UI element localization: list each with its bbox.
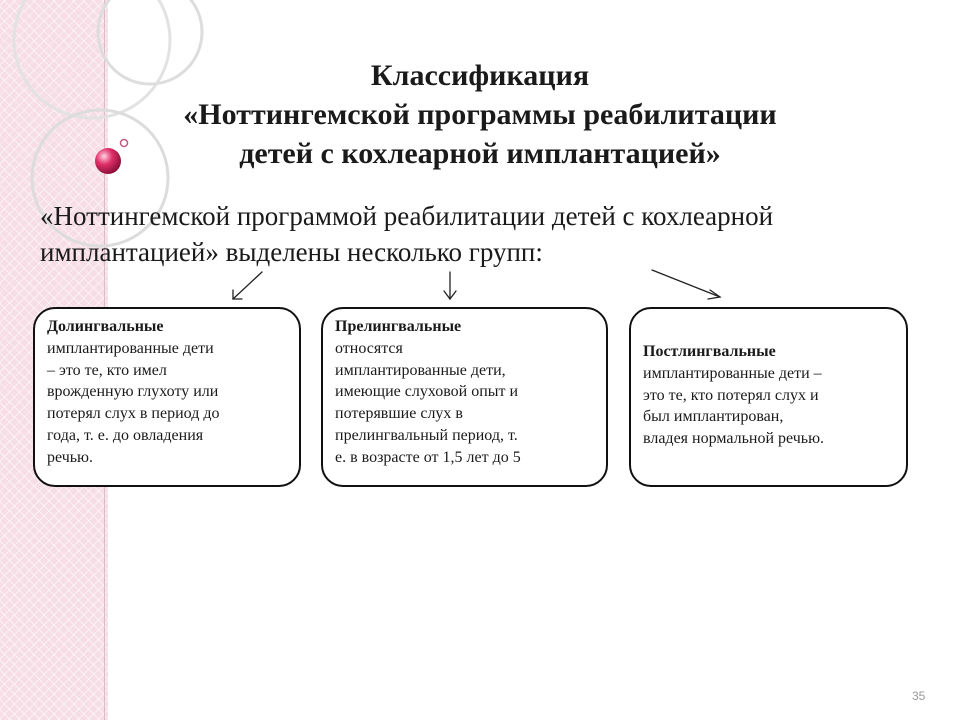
intro-line: имплантацией» выделены несколько групп: (40, 237, 543, 268)
group-box-prelingual-2 (321, 307, 608, 487)
group-heading: Долингвальные (47, 318, 164, 335)
slide-page-number: 35 (912, 689, 926, 703)
arrow-to-prelingual-2 (444, 272, 456, 299)
group-description: относятся имплантированные дети, имеющие слуховой опыт и потерявшие слух в прелингвальный период, т. е. в возрасте от 1,5 лет до 5 (335, 339, 521, 466)
arrow-to-prelingual-1 (233, 272, 262, 299)
intro-line: «Ноттингемской программой реабилитации детей с кохлеарной (40, 201, 774, 231)
title-line: «Ноттингемской программы реабилитации (183, 98, 777, 131)
group-description: имплантированные дети – это те, кто имел врожденную глухоту или потерял слух в период до года, т. е. до овладения речью. (47, 339, 220, 466)
group-description: имплантированные дети – это те, кто потерял слух и был имплантирован, владея нормальной речью. (643, 364, 825, 447)
group-box-prelingual (33, 307, 301, 487)
title-line: детей с кохлеарной имплантацией» (239, 137, 721, 170)
title-line: Классификация (370, 59, 590, 92)
group-heading: Прелингвальные (335, 318, 462, 335)
arrow-to-postlingual (652, 270, 720, 299)
group-box-postlingual (629, 307, 908, 487)
group-heading: Постлингвальные (643, 343, 776, 360)
